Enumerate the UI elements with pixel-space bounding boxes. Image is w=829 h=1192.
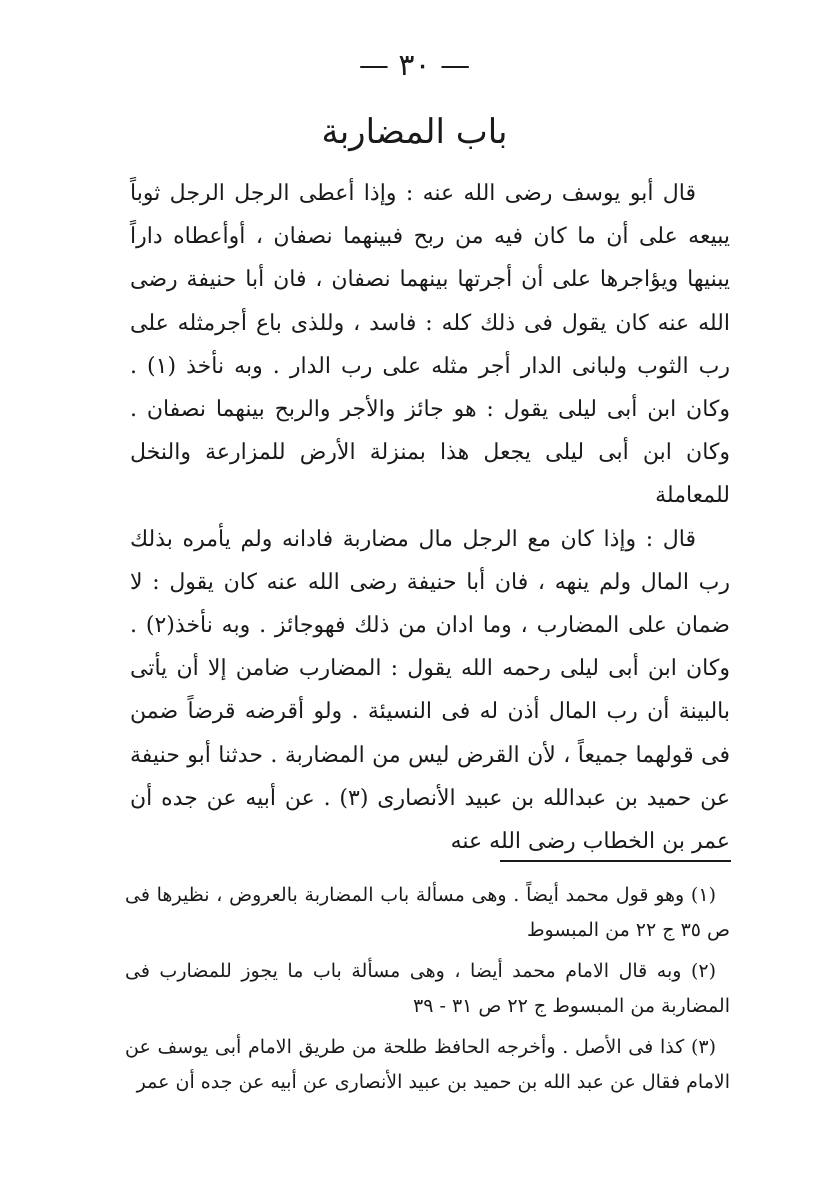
footnote-3: (٣) كذا فى الأصل . وأخرجه الحافظ طلحة من طريق الامام أبى يوسف عن الامام فقال عن عبد الله بن حميد بن عبيد الأنصارى عن أبيه عن جده أن عمر xyxy=(125,1036,730,1093)
footnote-1: (١) وهو قول محمد أيضاً . وهى مسألة باب المضاربة بالعروض ، نظيرها فى ص ٣٥ ج ٢٢ من المبسوط xyxy=(125,884,730,941)
paragraph-2: قال : وإذا كان مع الرجل مال مضاربة فادانه ولم يأمره بذلك رب المال ولم ينهه ، فان أبا حنيفة رضى الله عنه كان يقول : لا ضمان على المضارب ، وما ادان من ذلك فهوجائز . وبه نأخذ(٢) . وكان ابن أبى ليلى رحمه الله يقول : المضارب ضامن إلا أن يأتى بالبينة أن رب المال أذن له فى النسيئة . ولو أقرضه قرضاً ضمن فى قولهما جميعاً ، لأن القرض ليس من المضاربة . حدثنا أبو حنيفة عن حميد بن عبدالله بن عبيد الأنصارى (٣) . عن أبيه عن جده أن عمر بن الخطاب رضى الله عنه xyxy=(130,526,730,855)
main-text xyxy=(130,172,730,863)
footnote-divider xyxy=(500,860,731,862)
footnote-2: (٢) وبه قال الامام محمد أيضا ، وهى مسألة باب ما يجوز للمضارب فى المضاربة من المبسوط ج ٢٢ ص ٣١ - ٣٩ xyxy=(125,960,730,1017)
footnotes xyxy=(125,878,730,1106)
paragraph-1: قال أبو يوسف رضى الله عنه : وإذا أعطى الرجل الرجل ثوباً يبيعه على أن ما كان فيه من ربح فبينهما نصفان ، أوأعطاه داراً يبنيها ويؤاجرها على أن أجرتها بينهما نصفان ، فان أبا حنيفة رضى الله عنه كان يقول فى ذلك كله : فاسد ، وللذى باع أجرمثله على رب الثوب ولبانى الدار أجر مثله على رب الدار . وبه نأخذ (١) . وكان ابن أبى ليلى يقول : هو جائز والأجر والربح بينهما نصفان . وكان ابن أبى ليلى يجعل هذا بمنزلة الأرض للمزارعة والنخل للمعاملة xyxy=(130,181,731,509)
chapter-title: باب المضاربة xyxy=(321,112,508,152)
page-number: — ٣٠ — xyxy=(358,48,471,83)
